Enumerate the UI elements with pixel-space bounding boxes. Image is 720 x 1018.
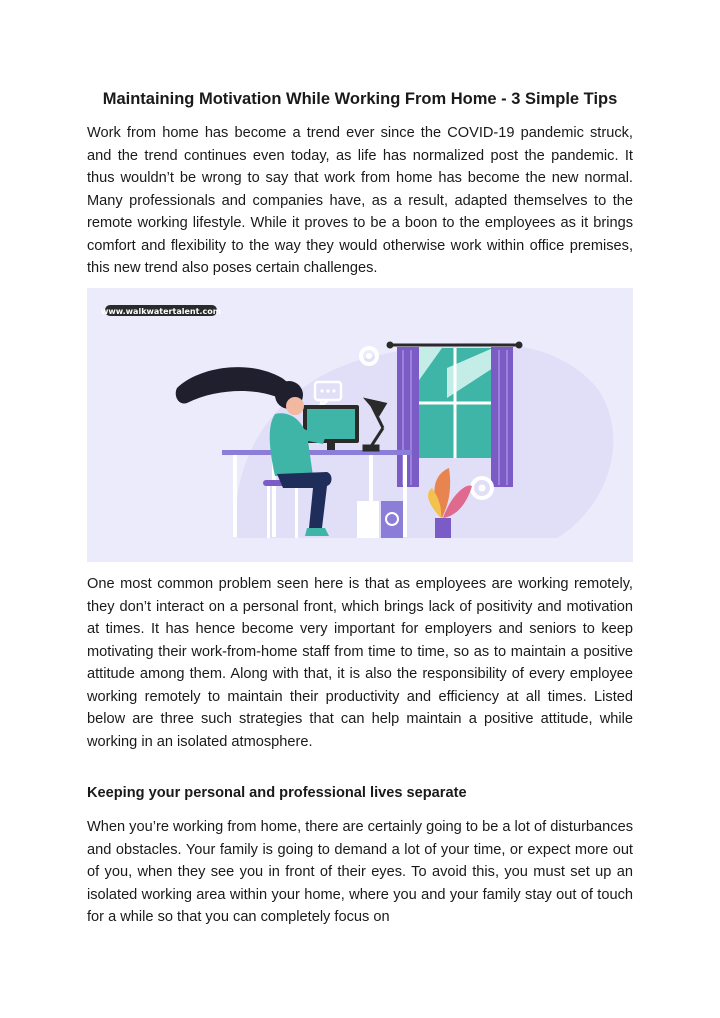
work-from-home-illustration — [87, 288, 633, 562]
desk-top — [222, 450, 412, 455]
hair — [176, 367, 291, 403]
problem-paragraph: One most common problem seen here is that as employees are working remotely, they don’t interact on a personal front, which brings lack of positivity and motivation at times. It has hence become very important for employers and seniors to keep motivating their work-from-home staff from time to time, so as to maintain a positive attitude among them. Along with that, it is also the responsibility of every employee working remotely to maintain their productivity and efficiency at all times. Listed below are three such strategies that can help maintain a positive attitude, while working in an isolated atmosphere. — [87, 576, 633, 750]
face — [286, 397, 304, 415]
chair-leg — [267, 486, 270, 538]
speaker — [381, 501, 403, 538]
desk-leg — [403, 455, 407, 537]
shoe — [305, 528, 329, 536]
pc-tower — [357, 501, 379, 538]
curtain-right — [491, 347, 513, 487]
monitor-stand — [327, 443, 335, 450]
curtain-rod-end-left — [387, 342, 394, 349]
chair-leg — [295, 486, 298, 538]
desk-leg — [233, 455, 237, 537]
watermark-text: www.walkwatertalent.com — [100, 307, 222, 316]
curtain-left — [397, 347, 419, 487]
intro-paragraph: Work from home has become a trend ever since the COVID-19 pandemic struck, and the trend continues even today, as life has normalized post the pandemic. It thus wouldn’t be wrong to say that work from home has become the new normal. Many professionals and companies have, as a result, adapted themselves to the remote working lifestyle. While it proves to be a boon to the employees as it brings comfort and flexibility to the way they would otherwise work within office premises, this new trend also poses certain challenges. — [87, 125, 633, 276]
woman-working-at-desk-illustration — [87, 288, 633, 562]
document-title: Maintaining Motivation While Working From Home - 3 Simple Tips — [102, 90, 618, 108]
curtain-rod-end-right — [516, 342, 523, 349]
section-paragraph: When you’re working from home, there are certainly going to be a lot of disturbances and obstacles. Your family is going to demand a lot of your time, or expect more out of you, when they see you in front of their eyes. To avoid this, you must set up an isolated working area within your home, where you and your family stay out of touch for a while so that you can completely focus on — [87, 819, 633, 925]
section-heading: Keeping your personal and professional lives separate — [87, 785, 467, 801]
